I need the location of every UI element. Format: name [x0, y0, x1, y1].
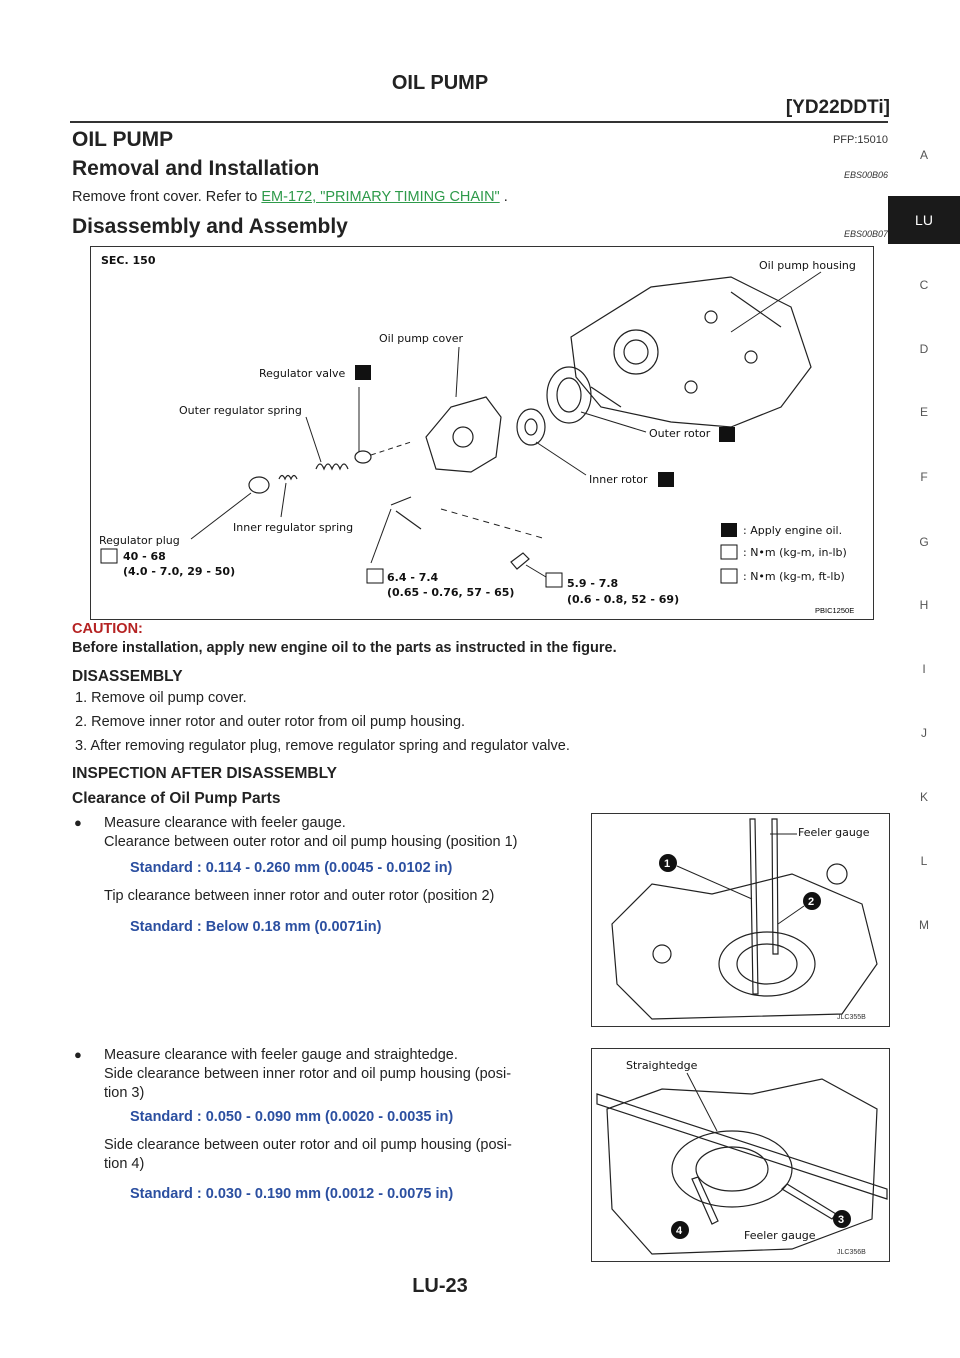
inner-rotor-outline: [737, 944, 797, 984]
tip-clearance-text: Tip clearance between inner rotor and outer rotor (position 2): [104, 888, 495, 904]
sidebar-tab-c[interactable]: C: [919, 278, 929, 292]
sidebar-tab-h[interactable]: H: [919, 598, 929, 612]
label-regulator-valve: Regulator valve: [259, 367, 346, 380]
inner-spring-leader: [281, 483, 286, 517]
torque-plug-value: 40 - 68: [123, 550, 166, 563]
label-regulator-plug: Regulator plug: [99, 534, 180, 547]
feeler-gauge-label: Feeler gauge: [798, 826, 870, 839]
inspection-bullet-2-line-2: Side clearance between inner rotor and oil pump housing (posi-: [104, 1066, 512, 1082]
torque-plug-units: (4.0 - 7.0, 29 - 50): [123, 565, 236, 578]
torque-ft-lb-icon: [721, 569, 737, 583]
running-header-title: OIL PUMP: [391, 72, 489, 94]
inner-rotor-illustration: [517, 409, 545, 445]
spec-outer-rotor-housing: Standard : 0.114 - 0.260 mm (0.0045 - 0.0102 in): [130, 860, 453, 876]
disassembly-step-2: 2. Remove inner rotor and outer rotor from oil pump housing.: [75, 714, 466, 730]
sidebar-tab-k[interactable]: K: [919, 790, 928, 804]
removal-text-suffix: .: [499, 189, 508, 205]
feeler-gauge-figure: [591, 813, 890, 1027]
exploded-view-drawing: [91, 247, 873, 619]
regulator-plug-illustration: [249, 477, 269, 493]
disassembly-step-3: 3. After removing regulator plug, remove regulator spring and regulator valve.: [75, 738, 570, 754]
side-clearance-line-1: Side clearance between outer rotor and oil pump housing (posi-: [104, 1137, 512, 1153]
sec-label: SEC. 150: [101, 254, 156, 267]
straightedge-drawing: [592, 1049, 889, 1261]
inspection-bullet-2-line-1: Measure clearance with feeler gauge and straightedge.: [104, 1047, 458, 1063]
figure3-code: JLC356B: [837, 1249, 866, 1256]
label-inner-regulator-spring: Inner regulator spring: [233, 521, 354, 534]
sidebar-tab-e[interactable]: E: [919, 405, 928, 419]
spec-tip-clearance: Standard : Below 0.18 mm (0.0071in): [130, 919, 382, 935]
sidebar-tab-lu[interactable]: LU: [888, 196, 960, 244]
primary-timing-chain-link[interactable]: EM-172, "PRIMARY TIMING CHAIN": [261, 189, 500, 205]
oil-pump-cover-illustration: [426, 397, 501, 472]
inspection-title: INSPECTION AFTER DISASSEMBLY: [72, 765, 337, 782]
sidebar-tab-a[interactable]: A: [919, 148, 928, 162]
removal-text-prefix: Remove front cover. Refer to: [72, 189, 262, 205]
outer-rotor-outline: [719, 932, 815, 996]
pfp-code: PFP:15010: [832, 134, 888, 146]
position-4-label: 4: [676, 1225, 683, 1237]
label-outer-rotor: Outer rotor: [649, 427, 711, 440]
torque-in-lb-icon: [721, 545, 737, 559]
cover-leader: [456, 347, 459, 397]
caution-label: CAUTION:: [72, 621, 143, 637]
engine-model: [YD22DDTi]: [785, 97, 890, 118]
oil-icon: [721, 523, 737, 537]
feeler-gauge-label: Feeler gauge: [744, 1229, 816, 1242]
side-clearance-line-2: tion 4): [104, 1156, 145, 1172]
torque-bolt2-value: 5.9 - 7.8: [567, 577, 619, 590]
figure1-code: PBIC1250E: [815, 606, 855, 615]
outer-rotor-outline: [672, 1131, 792, 1207]
inspection-subtitle: Clearance of Oil Pump Parts: [72, 790, 281, 807]
housing-outline: [607, 1079, 877, 1254]
feeler-gauge-blade: [750, 819, 758, 994]
sidebar-tab-i[interactable]: I: [922, 662, 926, 676]
position-3-label: 3: [838, 1214, 845, 1226]
sidebar-tab-l[interactable]: L: [920, 854, 928, 868]
legend-ft-lb: : N•m (kg-m, ft-lb): [743, 570, 845, 583]
torque-icon: [367, 569, 383, 583]
page-number: LU-23: [412, 1275, 468, 1297]
spec-inner-rotor-side: Standard : 0.050 - 0.090 mm (0.0020 - 0.0035 in): [130, 1109, 454, 1125]
bullet-marker: ●: [74, 1047, 82, 1062]
removal-title: Removal and Installation: [72, 157, 320, 180]
sidebar-tab-g[interactable]: G: [919, 535, 929, 549]
straightedge-figure: [591, 1048, 890, 1262]
regulator-valve-illustration: [355, 442, 411, 463]
straightedge-label: Straightedge: [626, 1059, 698, 1072]
figure2-code: JLC355B: [837, 1014, 866, 1021]
removal-code: EBS00B06: [843, 170, 888, 180]
outer-rotor-illustration: [547, 367, 591, 423]
inspection-bullet-1-line-2: Clearance between outer rotor and oil pump housing (position 1): [104, 834, 518, 850]
oil-icon: [719, 427, 735, 442]
legend-oil: : Apply engine oil.: [743, 524, 843, 537]
bullet-marker: ●: [74, 815, 82, 830]
inner-rotor-leader: [536, 442, 586, 475]
label-oil-pump-cover: Oil pump cover: [379, 332, 463, 345]
caution-text: Before installation, apply new engine oil to the parts as instructed in the figure.: [72, 640, 617, 656]
removal-text: [72, 188, 508, 207]
label-inner-rotor: Inner rotor: [589, 473, 648, 486]
disassembly-assembly-title: Disassembly and Assembly: [72, 215, 348, 238]
legend-in-lb: : N•m (kg-m, in-lb): [743, 546, 847, 559]
disassembly-assembly-code: EBS00B07: [843, 229, 888, 239]
sidebar-tab-f[interactable]: F: [920, 470, 928, 484]
disassembly-step-1: 1. Remove oil pump cover.: [75, 690, 247, 706]
oil-icon: [355, 365, 371, 380]
straightedge-bar: [597, 1094, 887, 1199]
section-title: OIL PUMP: [72, 128, 174, 151]
feeler-gauge-blade: [782, 1184, 836, 1219]
position-2-label: 2: [808, 896, 815, 908]
sidebar-tab-j[interactable]: J: [921, 726, 927, 740]
spec-outer-rotor-side: Standard : 0.030 - 0.190 mm (0.0012 - 0.0075 in): [130, 1186, 454, 1202]
header-rule: [70, 121, 888, 123]
feeler-gauge-drawing: [592, 814, 889, 1026]
inspection-bullet-2-line-3: tion 3): [104, 1085, 145, 1101]
cover-bolt-illustration: [371, 497, 421, 563]
oil-icon: [658, 472, 674, 487]
outer-regulator-spring-illustration: [316, 464, 348, 469]
housing-bolt-illustration: [441, 509, 546, 577]
disassembly-title: DISASSEMBLY: [72, 668, 183, 685]
feeler-gauge-blade: [772, 819, 778, 954]
torque-bolt-value: 6.4 - 7.4: [387, 571, 439, 584]
inner-regulator-spring-illustration: [279, 476, 297, 480]
sidebar-tab-d[interactable]: D: [919, 342, 929, 356]
sidebar-tab-m[interactable]: M: [919, 918, 929, 932]
torque-bolt-units: (0.65 - 0.76, 57 - 65): [387, 586, 515, 599]
torque-icon: [101, 549, 117, 563]
label-outer-regulator-spring: Outer regulator spring: [179, 404, 302, 417]
oil-pump-housing-illustration: [571, 277, 811, 427]
position-1-label: 1: [664, 858, 671, 870]
label-oil-pump-housing: Oil pump housing: [759, 259, 856, 272]
inner-rotor-outline: [696, 1147, 768, 1191]
exploded-view-figure: [90, 246, 874, 620]
inspection-bullet-1-line-1: Measure clearance with feeler gauge.: [104, 815, 346, 831]
torque-icon: [546, 573, 562, 587]
torque-bolt2-units: (0.6 - 0.8, 52 - 69): [567, 593, 680, 606]
outer-spring-leader: [306, 417, 321, 462]
